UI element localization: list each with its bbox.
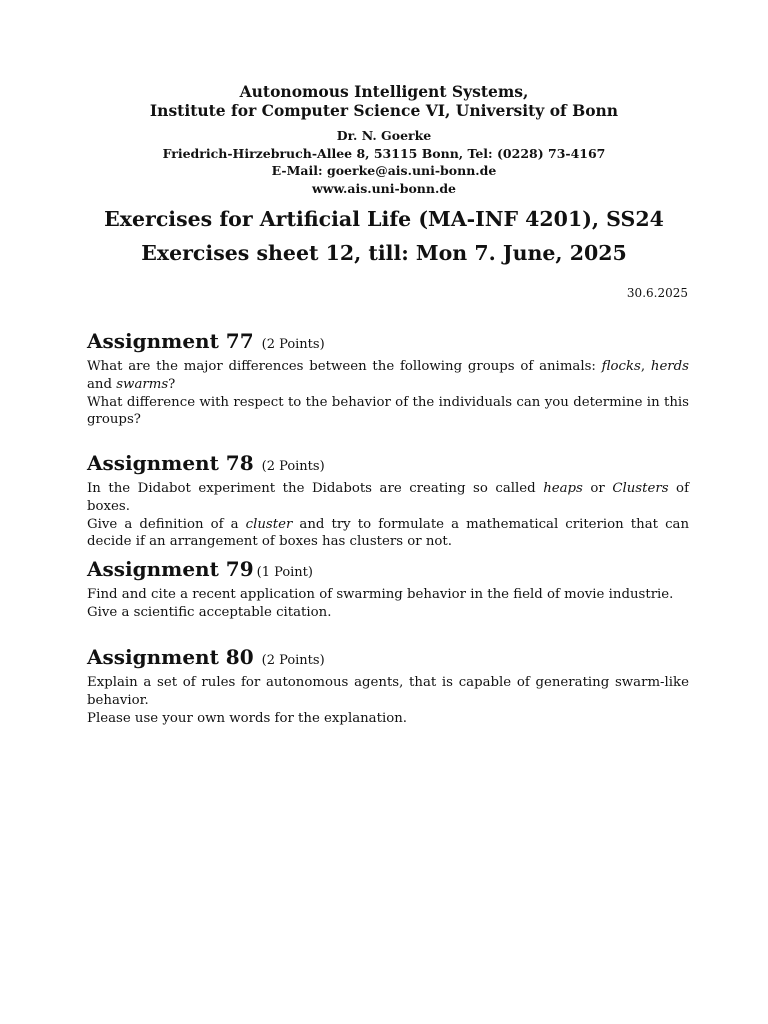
assignment-heading (87, 556, 689, 586)
email: E-Mail: goerke@ais.uni-bonn.de (271, 163, 497, 178)
text-run: or (582, 481, 613, 496)
address: Friedrich-Hirzebruch-Allee 8, 53115 Bonn, Tel: (0228) 73-4167 (162, 145, 606, 161)
assignment-title: Assignment 80 (87, 645, 254, 669)
assignment-body (87, 480, 689, 551)
assignment-paragraph (87, 516, 689, 552)
institution-line-1: Autonomous Intelligent Systems, (239, 82, 529, 101)
assignment-title: Assignment 77 (87, 329, 254, 353)
text-run: and (87, 376, 117, 392)
assignment-title: Assignment 79 (87, 557, 254, 581)
assignment-body (87, 586, 689, 622)
emphasis-flocks: flocks (601, 359, 641, 374)
assignment-paragraph: Please use your own words for the explanation. (87, 710, 408, 726)
assignment-paragraph: Explain a set of rules for autonomous agents, that is capable of generating swarm-like behavior. (87, 675, 689, 708)
assignment-body (87, 674, 689, 727)
assignment-body (87, 358, 689, 429)
assignment-heading (87, 644, 689, 674)
contact-block (0, 127, 768, 197)
assignment-79 (87, 556, 689, 622)
text-run: In the Didabot experiment the Didabots are creating so called (87, 481, 544, 496)
emphasis-heaps: heaps (543, 481, 583, 496)
text-run: Give a definition of a (87, 516, 246, 532)
assignment-heading (87, 328, 689, 358)
assignment-heading (87, 450, 689, 480)
course-title: Exercises for Artificial Life (MA-INF 4201), SS24 (104, 207, 664, 231)
assignment-points: (2 Points) (261, 653, 325, 668)
text-run: and try to formulate a mathematical criterion that can decide if an arrangement of boxes has clusters or not. (87, 516, 690, 550)
sheet-title: Exercises sheet 12, till: Mon 7. June, 2025 (141, 241, 627, 265)
text-run: What are the major differences between the following groups of animals: (87, 359, 602, 374)
text-run: , (640, 359, 651, 374)
text-run: of boxes. (87, 481, 689, 514)
assignment-77 (87, 328, 689, 429)
website: www.ais.uni-bonn.de (311, 180, 457, 196)
assignment-78 (87, 450, 689, 551)
assignment-paragraph: Give a scientific acceptable citation. (87, 604, 332, 620)
assignment-paragraph: Find and cite a recent application of swarming behavior in the field of movie industrie. (87, 587, 674, 602)
sheet-date: 30.6.2025 (626, 286, 688, 300)
emphasis-cluster: cluster (245, 516, 293, 532)
emphasis-clusters: Clusters (612, 481, 669, 496)
author-name: Dr. N. Goerke (336, 128, 432, 143)
assignment-paragraph (87, 358, 689, 394)
assignment-title: Assignment 78 (87, 451, 254, 475)
assignment-paragraph: What difference with respect to the behavior of the individuals can you determine in this groups? (87, 394, 689, 428)
header (0, 82, 768, 266)
assignment-points: (2 Points) (261, 337, 325, 352)
assignment-points: (1 Point) (256, 565, 313, 580)
assignment-points: (2 Points) (261, 459, 325, 474)
assignment-paragraph (87, 480, 689, 516)
institution-line-2: Institute for Computer Science VI, University of Bonn (149, 101, 619, 120)
assignment-80 (87, 644, 689, 727)
text-run: ? (168, 376, 176, 392)
emphasis-herds: herds (650, 359, 689, 374)
emphasis-swarms: swarms (116, 376, 169, 392)
